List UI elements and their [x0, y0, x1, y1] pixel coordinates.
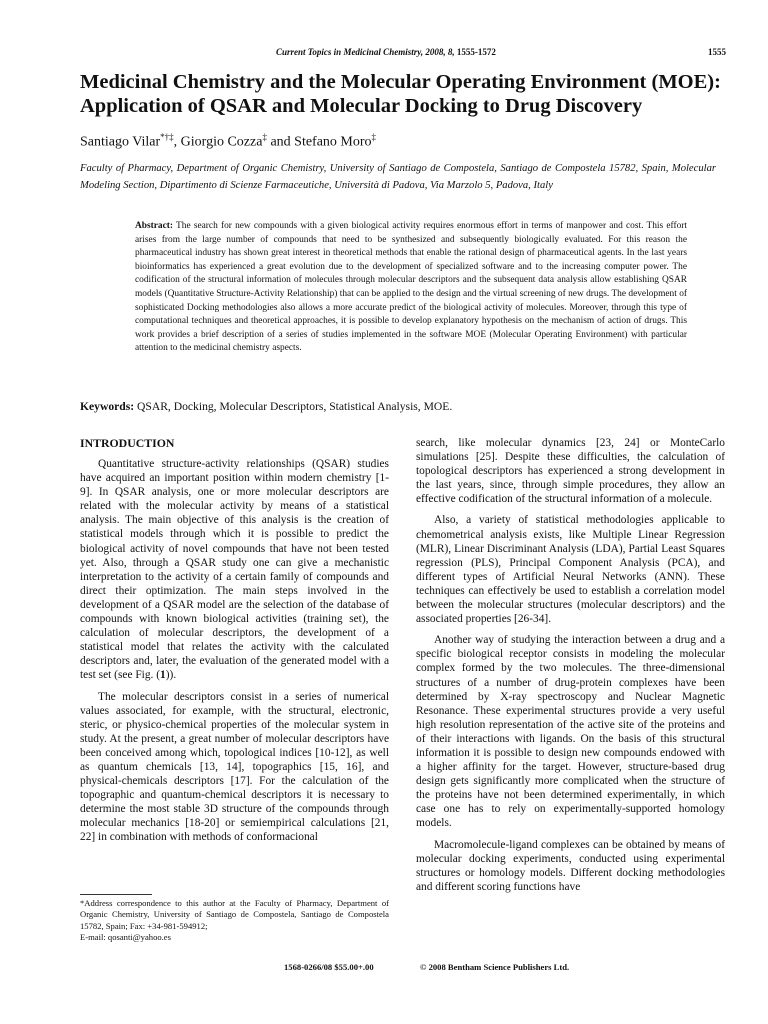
author-affiliation-mark: *†‡	[160, 132, 174, 142]
correspondence-footnote	[80, 898, 389, 944]
footnote-text: *Address correspondence to this author at the Faculty of Pharmacy, Department of Organic Chemistry, University of Santiago de Compostela, Santiago de Compostela 15782, Spain; Fax: +34-981-594912;	[80, 898, 389, 931]
paragraph: The molecular descriptors consist in a series of numerical values associated, for example, with the structural, electronic, steric, or physico-chemical properties of the molecular system in study. At the present, a great number of molecular descriptors have been conceived among which, topological indices [10-12], as well as quantum chemicals [13, 14], topographics [15, 16], and physical-chemicals descriptors [17]. For the calculation of the topographic and quantum-chemical descriptors it is necessary to determine the most stable 3D structure of the compounds through molecular mechanics [18-20] or semiempirical calculations [21, 22] in combination with methods of conformacional	[80, 690, 389, 844]
keywords-text: QSAR, Docking, Molecular Descriptors, Statistical Analysis, MOE.	[134, 400, 453, 413]
body-column-left	[80, 436, 389, 852]
author-name: and Stefano Moro	[266, 134, 372, 150]
page-number: 1555	[708, 47, 726, 57]
abstract-text: The search for new compounds with a given biological activity requires enormous effort in terms of manpower and cost. This effort arises from the large number of compounds that need to be synthesized and subsequently biologically evaluated. For this reason the pharmaceutical industry has shown great interest in theoretical methods that enable the rational design of pharmaceutical agents. In the last years bioinformatics has experienced a great evolution due to the development of specialized software and to the increasing computer power. The codification of the structural information of molecules through molecular descriptors and the subsequent data analysis allow establishing QSAR models (Quantitative Structure-Activity Relationship) that can be applied to the design and the virtual screening of new drugs. The development of sophisticated Docking methodologies also allows a more accurate predict of the biological activity of molecules. Moreover, through this type of computational techniques and theoretical approaches, it is possible to develop explanatory hypothesis on the mechanism of action of drugs. This work provides a brief description of a series of studies implemented in the software MOE (Molecular Operating Environment) with particular attention to the medicinal chemistry aspects.	[135, 221, 687, 354]
journal-name: Current Topics in Medicinal Chemistry, 2008,	[276, 47, 446, 57]
page-footer	[0, 960, 768, 974]
paragraph: Another way of studying the interaction between a drug and a specific biological receptor consists in modeling the molecular complex formed by the two molecules. The three-dimensional structures of a number of drug-protein complexes have been determined by X-ray spectroscopy and Nuclear Magnetic Resonance. These experimental structures provide a very useful high resolution representation of the active site of the proteins and of their interactions with ligands. On the basis of this structural information it is possible to design new compounds endowed with a higher affinity for the target. However, structure-based drug design gets significantly more complicated when the structure of the proteins have not been determined experimentally, in which case one has to rely on experimentally-supported homology models.	[416, 634, 725, 830]
body-column-right	[416, 436, 725, 901]
paragraph: search, like molecular dynamics [23, 24] or MonteCarlo simulations [25]. Despite these difficulties, the calculation of topological descriptors has experienced a strong development in the last years, since, through simple procedures, they allow an effective codification of the structural information of a molecule.	[416, 437, 725, 506]
figure-reference[interactable]: 1	[160, 669, 166, 682]
paragraph	[80, 457, 389, 683]
footnote-divider	[80, 894, 152, 895]
section-heading-introduction: INTRODUCTION	[80, 436, 175, 450]
journal-volume: 8,	[447, 47, 455, 57]
issn-price: 1568-0266/08 $55.00+.00	[284, 962, 374, 972]
author-name: Santiago Vilar	[80, 134, 161, 150]
running-header	[0, 45, 768, 59]
copyright: © 2008 Bentham Science Publishers Ltd.	[420, 962, 570, 972]
article-title: Medicinal Chemistry and the Molecular Operating Environment (MOE): Application of QSAR and Molecular Docking to Drug Discovery	[80, 71, 721, 117]
abstract-label: Abstract:	[135, 221, 174, 231]
author-name: , Giorgio Cozza	[173, 134, 263, 150]
footnote-email[interactable]: E-mail: qosanti@yahoo.es	[80, 932, 171, 943]
author-list	[80, 128, 680, 152]
keywords-label: Keywords:	[80, 400, 135, 413]
keywords	[80, 399, 720, 415]
affiliation: Faculty of Pharmacy, Department of Organic Chemistry, University of Santiago de Compostela, Santiago de Compostela 15782, Spain, Molecular Modeling Section, Dipartimento di Scienze Farmaceutiche, Università di Padova, Via Marzolo 5, Padova, Italy	[80, 163, 716, 191]
paragraph-text: Quantitative structure-activity relationships (QSAR) studies have acquired an important position within modern chemistry [1-9]. In QSAR analysis, one or more molecular descriptors are related with the molecular activity by means of a statistical analysis. The main objective of this analysis is the creation of statistical models through which it is possible to predict the biological activity of novel compounds that have not been tested yet. Also, through a QSAR study one can give a mechanistic interpretation to the activity of a certain family of compounds and direct their optimization. The main steps involved in the development of a QSAR model are the selection of the database of compounds with known biological activities (training set), the calculation of molecular descriptors, the development of a statistical model that relates the activity with the calculated descriptors and, later, the evaluation of the generated model with a test set (see Fig. (	[80, 458, 389, 682]
abstract	[135, 220, 687, 356]
paragraph: Also, a variety of statistical methodologies applicable to chemometrical analysis exists, like Multiple Linear Regression (MLR), Linear Discriminant Analysis (LDA), Partial Least Squares regression (PLS), Principal Component Analysis (PCA), and different types of Artificial Neural Networks (ANN). These techniques can effectively be used to establish a correlation model between the molecular structures (molecular descriptors) and the associated properties [26-34].	[416, 514, 725, 626]
author-affiliation-mark: ‡	[371, 132, 377, 142]
journal-citation	[276, 45, 636, 59]
journal-pages: 1555-1572	[456, 47, 496, 57]
paragraph-text: )).	[165, 669, 177, 682]
author-affiliation-mark: ‡	[262, 132, 267, 142]
paragraph: Macromolecule-ligand complexes can be obtained by means of molecular docking experiments, conducted using experimental structures or homology models. Different docking methodologies and different scoring functions have	[416, 838, 725, 893]
